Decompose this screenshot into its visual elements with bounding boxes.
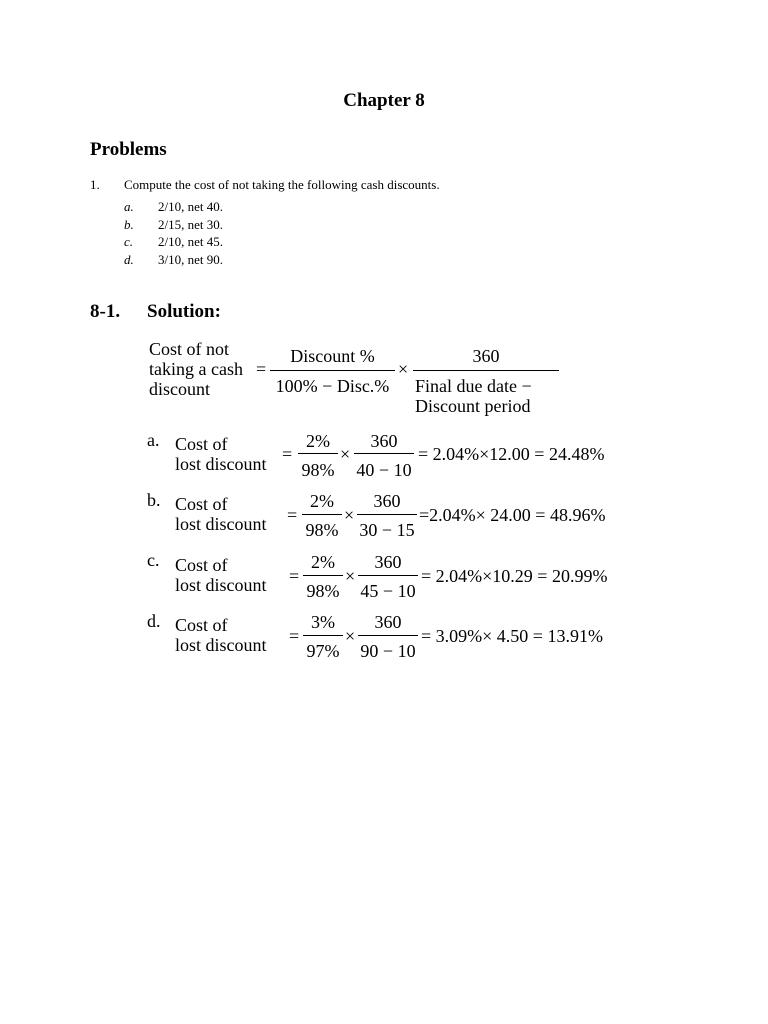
problem-part-text: 2/15, net 30. <box>158 217 223 232</box>
solution-row-fraction1-numerator: 2% <box>306 431 330 451</box>
formula-lhs-line2: taking a cash <box>149 359 243 379</box>
solution-row-fraction2-denominator: 90 − 10 <box>360 641 416 661</box>
problem-part-text: 2/10, net 40. <box>158 199 223 214</box>
chapter-title: Chapter 8 <box>343 90 425 111</box>
solution-row-equals: = <box>287 505 298 525</box>
formula-fraction2-denominator-line2: Discount period <box>415 396 531 416</box>
solution-row-fraction1-denominator: 98% <box>306 581 340 601</box>
solution-row-times: × <box>344 505 355 525</box>
solution-row-fraction1-numerator: 2% <box>311 552 335 572</box>
solution-row-fraction1-bar <box>303 575 343 576</box>
solution-row-fraction2-bar <box>357 514 417 515</box>
problems-heading: Problems <box>90 139 167 160</box>
formula-fraction1-bar <box>270 370 395 371</box>
solution-number: 8-1. <box>90 301 121 322</box>
solution-row-times: × <box>345 566 356 586</box>
formula-lhs-line1: Cost of not <box>149 339 230 359</box>
solution-row-fraction1-numerator: 3% <box>311 612 335 632</box>
solution-row-result: = 3.09%× 4.50 = 13.91% <box>421 626 603 646</box>
problem-part-text: 2/10, net 45. <box>158 234 223 249</box>
solution-row-equals: = <box>289 626 300 646</box>
solution-row-result: = 2.04%×12.00 = 24.48% <box>418 444 605 464</box>
solution-row-lhs-line1: Cost of <box>175 434 228 454</box>
problem-number: 1. <box>90 177 100 192</box>
formula-fraction2-bar <box>413 370 559 371</box>
formula-equals: = <box>256 359 267 379</box>
solution-row-times: × <box>345 626 356 646</box>
problem-part-letter: a. <box>124 199 134 214</box>
solution-row-fraction2-denominator: 30 − 15 <box>359 520 415 540</box>
solution-row-fraction2-bar <box>354 453 414 454</box>
solution-row-fraction2-numerator: 360 <box>370 431 398 451</box>
solution-row-fraction1-denominator: 97% <box>306 641 340 661</box>
solution-row-equals: = <box>289 566 300 586</box>
problem-part-text: 3/10, net 90. <box>158 252 223 267</box>
problem-part-letter: d. <box>124 252 134 267</box>
solution-row-letter: c. <box>147 550 160 570</box>
solution-row-lhs-line2: lost discount <box>175 575 267 595</box>
solution-row-fraction2-numerator: 360 <box>374 552 402 572</box>
formula-fraction1-numerator: Discount % <box>290 346 375 366</box>
solution-row-equals: = <box>282 444 293 464</box>
solution-row-result: =2.04%× 24.00 = 48.96% <box>419 505 606 525</box>
solution-row-lhs-line1: Cost of <box>175 494 228 514</box>
problem-part-letter: c. <box>124 234 134 249</box>
solution-row-fraction1-bar <box>303 635 343 636</box>
formula-times: × <box>398 359 409 379</box>
solution-row-lhs-line2: lost discount <box>175 635 267 655</box>
solution-row-fraction2-numerator: 360 <box>373 491 401 511</box>
solution-row-fraction1-numerator: 2% <box>310 491 334 511</box>
solution-row-lhs-line1: Cost of <box>175 555 228 575</box>
solution-row-fraction2-numerator: 360 <box>374 612 402 632</box>
formula-lhs-line3: discount <box>149 379 210 399</box>
problem-text: Compute the cost of not taking the following cash discounts. <box>124 177 440 192</box>
formula-fraction1-denominator: 100% − Disc.% <box>275 376 390 396</box>
solution-row-fraction2-denominator: 45 − 10 <box>360 581 416 601</box>
solution-label: Solution: <box>147 301 221 322</box>
solution-row-letter: d. <box>147 611 161 631</box>
solution-row-times: × <box>340 444 351 464</box>
solution-row-lhs-line2: lost discount <box>175 454 267 474</box>
solution-row-fraction1-bar <box>298 453 338 454</box>
solution-row-fraction1-denominator: 98% <box>301 460 335 480</box>
solution-row-fraction2-bar <box>358 575 418 576</box>
formula-fraction2-denominator-line1: Final due date − <box>415 376 532 396</box>
solution-row-lhs-line1: Cost of <box>175 615 228 635</box>
solution-row-fraction1-denominator: 98% <box>305 520 339 540</box>
solution-row-fraction2-denominator: 40 − 10 <box>356 460 412 480</box>
solution-row-fraction2-bar <box>358 635 418 636</box>
solution-row-result: = 2.04%×10.29 = 20.99% <box>421 566 608 586</box>
solution-row-letter: a. <box>147 430 160 450</box>
formula-fraction2-numerator: 360 <box>472 346 500 366</box>
problem-part-letter: b. <box>124 217 134 232</box>
solution-row-fraction1-bar <box>302 514 342 515</box>
solution-row-letter: b. <box>147 490 161 510</box>
solution-row-lhs-line2: lost discount <box>175 514 267 534</box>
